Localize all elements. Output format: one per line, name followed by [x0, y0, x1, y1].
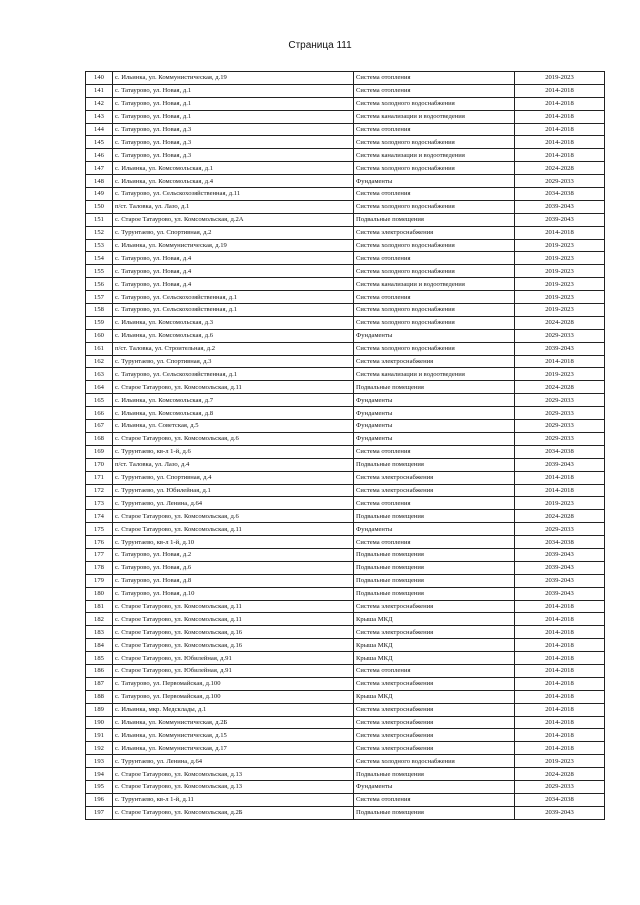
repair-period-cell: 2019-2023	[515, 239, 605, 252]
building-system-cell: Система холодного водоснабжения	[354, 265, 515, 278]
repair-period-cell: 2014-2018	[515, 690, 605, 703]
address-cell: с. Старое Татаурово, ул. Комсомольская, д.16	[113, 626, 354, 639]
address-cell: п/ст. Таловка, ул. Строительная, д.2	[113, 342, 354, 355]
building-system-cell: Подвальные помещения	[354, 381, 515, 394]
address-cell: с. Старое Татаурово, ул. Комсомольская, д.13	[113, 780, 354, 793]
repair-period-cell: 2014-2018	[515, 742, 605, 755]
table-row	[86, 394, 605, 407]
repair-period-cell: 2029-2033	[515, 523, 605, 536]
building-system-cell: Подвальные помещения	[354, 213, 515, 226]
address-cell: с. Турунтаево, ул. Спортивная, д.3	[113, 355, 354, 368]
repair-period-cell: 2014-2018	[515, 664, 605, 677]
address-cell: с. Ильинка, ул. Советская, д.5	[113, 420, 354, 433]
building-system-cell: Система канализации и водоотведения	[354, 110, 515, 123]
address-cell: с. Ильинка, ул. Коммунистическая, д.19	[113, 239, 354, 252]
row-number-cell: 176	[86, 536, 113, 549]
building-system-cell: Крыша МКД	[354, 690, 515, 703]
repair-period-cell: 2034-2038	[515, 445, 605, 458]
row-number-cell: 182	[86, 613, 113, 626]
row-number-cell: 162	[86, 355, 113, 368]
table-row	[86, 639, 605, 652]
row-number-cell: 194	[86, 768, 113, 781]
table-row	[86, 626, 605, 639]
row-number-cell: 173	[86, 497, 113, 510]
table-row	[86, 793, 605, 806]
table-row	[86, 304, 605, 317]
table-row	[86, 471, 605, 484]
row-number-cell: 152	[86, 226, 113, 239]
building-system-cell: Система отопления	[354, 291, 515, 304]
building-system-cell: Система электроснабжения	[354, 226, 515, 239]
address-cell: с. Татаурово, ул. Новая, д.10	[113, 587, 354, 600]
address-cell: с. Татаурово, ул. Сельскохозяйственная, д.1	[113, 368, 354, 381]
address-cell: с. Старое Татаурово, ул. Комсомольская, д.2А	[113, 213, 354, 226]
repair-period-cell: 2014-2018	[515, 110, 605, 123]
row-number-cell: 141	[86, 84, 113, 97]
building-system-cell: Система холодного водоснабжения	[354, 342, 515, 355]
address-cell: с. Ильинка, ул. Комсомольская, д.1	[113, 162, 354, 175]
repair-period-cell: 2034-2038	[515, 793, 605, 806]
repair-period-cell: 2039-2043	[515, 587, 605, 600]
building-system-cell: Фундаменты	[354, 523, 515, 536]
table-row	[86, 742, 605, 755]
repair-period-cell: 2019-2023	[515, 291, 605, 304]
table-row	[86, 97, 605, 110]
table-row	[86, 188, 605, 201]
address-cell: с. Старое Татаурово, ул. Комсомольская, д.11	[113, 381, 354, 394]
address-cell: с. Татаурово, ул. Новая, д.8	[113, 574, 354, 587]
row-number-cell: 179	[86, 574, 113, 587]
table-row	[86, 200, 605, 213]
row-number-cell: 189	[86, 703, 113, 716]
table-row	[86, 664, 605, 677]
row-number-cell: 171	[86, 471, 113, 484]
repair-period-cell: 2019-2023	[515, 368, 605, 381]
row-number-cell: 172	[86, 484, 113, 497]
row-number-cell: 191	[86, 729, 113, 742]
address-cell: с. Старое Татаурово, ул. Комсомольская, д.11	[113, 600, 354, 613]
address-cell: с. Ильинка, ул. Коммунистическая, д.17	[113, 742, 354, 755]
row-number-cell: 186	[86, 664, 113, 677]
address-cell: с. Татаурово, ул. Новая, д.6	[113, 561, 354, 574]
building-system-cell: Система отопления	[354, 497, 515, 510]
building-system-cell: Система холодного водоснабжения	[354, 755, 515, 768]
repair-period-cell: 2014-2018	[515, 136, 605, 149]
address-cell: с. Старое Татаурово, ул. Юбилейная, д.91	[113, 664, 354, 677]
table-row	[86, 780, 605, 793]
building-system-cell: Подвальные помещения	[354, 574, 515, 587]
building-system-cell: Система электроснабжения	[354, 716, 515, 729]
address-cell: п/ст. Таловка, ул. Лазо, д.1	[113, 200, 354, 213]
building-system-cell: Фундаменты	[354, 780, 515, 793]
table-row	[86, 368, 605, 381]
table-row	[86, 755, 605, 768]
row-number-cell: 161	[86, 342, 113, 355]
repair-period-cell: 2029-2033	[515, 394, 605, 407]
building-system-cell: Система отопления	[354, 123, 515, 136]
building-system-cell: Подвальные помещения	[354, 458, 515, 471]
table-row	[86, 510, 605, 523]
repair-schedule-table	[85, 71, 605, 820]
repair-period-cell: 2039-2043	[515, 574, 605, 587]
row-number-cell: 170	[86, 458, 113, 471]
building-system-cell: Фундаменты	[354, 407, 515, 420]
address-cell: с. Турунтаево, ул. Ленина, д.64	[113, 755, 354, 768]
row-number-cell: 174	[86, 510, 113, 523]
building-system-cell: Фундаменты	[354, 432, 515, 445]
row-number-cell: 155	[86, 265, 113, 278]
repair-period-cell: 2019-2023	[515, 304, 605, 317]
address-cell: с. Татаурово, ул. Сельскохозяйственная, д.11	[113, 188, 354, 201]
row-number-cell: 156	[86, 278, 113, 291]
table-row	[86, 561, 605, 574]
address-cell: с. Старое Татаурово, ул. Комсомольская, д.2Б	[113, 806, 354, 819]
repair-period-cell: 2014-2018	[515, 123, 605, 136]
building-system-cell: Фундаменты	[354, 329, 515, 342]
building-system-cell: Система холодного водоснабжения	[354, 162, 515, 175]
repair-period-cell: 2034-2038	[515, 536, 605, 549]
table-row	[86, 149, 605, 162]
repair-period-cell: 2039-2043	[515, 561, 605, 574]
building-system-cell: Система электроснабжения	[354, 484, 515, 497]
repair-period-cell: 2029-2033	[515, 407, 605, 420]
building-system-cell: Система канализации и водоотведения	[354, 368, 515, 381]
address-cell: с. Ильинка, ул. Комсомольская, д.8	[113, 407, 354, 420]
repair-period-cell: 2014-2018	[515, 600, 605, 613]
address-cell: с. Татаурово, ул. Новая, д.4	[113, 278, 354, 291]
building-system-cell: Фундаменты	[354, 420, 515, 433]
building-system-cell: Подвальные помещения	[354, 587, 515, 600]
address-cell: с. Ильинка, мкр. Медсклады, д.1	[113, 703, 354, 716]
building-system-cell: Система отопления	[354, 72, 515, 85]
building-system-cell: Крыша МКД	[354, 639, 515, 652]
repair-period-cell: 2014-2018	[515, 97, 605, 110]
repair-period-cell: 2014-2018	[515, 226, 605, 239]
table-row	[86, 329, 605, 342]
repair-period-cell: 2014-2018	[515, 471, 605, 484]
row-number-cell: 175	[86, 523, 113, 536]
building-system-cell: Крыша МКД	[354, 613, 515, 626]
building-system-cell: Система электроснабжения	[354, 703, 515, 716]
row-number-cell: 151	[86, 213, 113, 226]
building-system-cell: Система холодного водоснабжения	[354, 304, 515, 317]
row-number-cell: 190	[86, 716, 113, 729]
table-row	[86, 703, 605, 716]
repair-period-cell: 2014-2018	[515, 355, 605, 368]
repair-period-cell: 2019-2023	[515, 252, 605, 265]
row-number-cell: 160	[86, 329, 113, 342]
repair-period-cell: 2029-2033	[515, 420, 605, 433]
building-system-cell: Система холодного водоснабжения	[354, 239, 515, 252]
building-system-cell: Система электроснабжения	[354, 742, 515, 755]
row-number-cell: 153	[86, 239, 113, 252]
building-system-cell: Система отопления	[354, 664, 515, 677]
table-row	[86, 432, 605, 445]
building-system-cell: Система канализации и водоотведения	[354, 149, 515, 162]
row-number-cell: 145	[86, 136, 113, 149]
repair-period-cell: 2014-2018	[515, 652, 605, 665]
table-row	[86, 252, 605, 265]
repair-period-cell: 2024-2028	[515, 162, 605, 175]
row-number-cell: 183	[86, 626, 113, 639]
repair-period-cell: 2014-2018	[515, 639, 605, 652]
repair-period-cell: 2024-2028	[515, 316, 605, 329]
address-cell: с. Ильинка, ул. Коммунистическая, д.19	[113, 72, 354, 85]
building-system-cell: Система холодного водоснабжения	[354, 316, 515, 329]
row-number-cell: 167	[86, 420, 113, 433]
repair-period-cell: 2039-2043	[515, 213, 605, 226]
address-cell: с. Татаурово, ул. Новая, д.2	[113, 548, 354, 561]
repair-period-cell: 2019-2023	[515, 265, 605, 278]
repair-period-cell: 2039-2043	[515, 200, 605, 213]
repair-period-cell: 2014-2018	[515, 703, 605, 716]
table-row	[86, 316, 605, 329]
building-system-cell: Система холодного водоснабжения	[354, 136, 515, 149]
table-row	[86, 548, 605, 561]
table-row	[86, 690, 605, 703]
building-system-cell: Фундаменты	[354, 175, 515, 188]
table-row	[86, 574, 605, 587]
table-row	[86, 226, 605, 239]
table-row	[86, 613, 605, 626]
building-system-cell: Крыша МКД	[354, 652, 515, 665]
repair-period-cell: 2034-2038	[515, 188, 605, 201]
table-row	[86, 536, 605, 549]
building-system-cell: Подвальные помещения	[354, 510, 515, 523]
table-row	[86, 265, 605, 278]
address-cell: с. Татаурово, ул. Сельскохозяйственная, д.1	[113, 291, 354, 304]
table-row	[86, 110, 605, 123]
repair-period-cell: 2014-2018	[515, 626, 605, 639]
address-cell: с. Турунтаево, ул. Спортивная, д.2	[113, 226, 354, 239]
table-row	[86, 587, 605, 600]
table-row	[86, 162, 605, 175]
address-cell: п/ст. Таловка, ул. Лазо, д.4	[113, 458, 354, 471]
table-row	[86, 239, 605, 252]
repair-period-cell: 2014-2018	[515, 149, 605, 162]
table-row	[86, 677, 605, 690]
table-row	[86, 278, 605, 291]
address-cell: с. Старое Татаурово, ул. Юбилейная, д.91	[113, 652, 354, 665]
building-system-cell: Система отопления	[354, 188, 515, 201]
repair-period-cell: 2019-2023	[515, 278, 605, 291]
building-system-cell: Система электроснабжения	[354, 626, 515, 639]
address-cell: с. Турунтаево, кв-л 1-й, д.10	[113, 536, 354, 549]
address-cell: с. Татаурово, ул. Новая, д.4	[113, 265, 354, 278]
building-system-cell: Система отопления	[354, 84, 515, 97]
table-row	[86, 123, 605, 136]
row-number-cell: 195	[86, 780, 113, 793]
repair-period-cell: 2039-2043	[515, 342, 605, 355]
repair-period-cell: 2014-2018	[515, 613, 605, 626]
address-cell: с. Татаурово, ул. Первомайская, д.100	[113, 677, 354, 690]
row-number-cell: 147	[86, 162, 113, 175]
table-body	[86, 72, 605, 820]
address-cell: с. Татаурово, ул. Новая, д.3	[113, 123, 354, 136]
row-number-cell: 184	[86, 639, 113, 652]
address-cell: с. Ильинка, ул. Комсомольская, д.3	[113, 316, 354, 329]
address-cell: с. Ильинка, ул. Коммунистическая, д.15	[113, 729, 354, 742]
building-system-cell: Подвальные помещения	[354, 768, 515, 781]
address-cell: с. Татаурово, ул. Первомайская, д.100	[113, 690, 354, 703]
row-number-cell: 159	[86, 316, 113, 329]
building-system-cell: Подвальные помещения	[354, 561, 515, 574]
repair-period-cell: 2014-2018	[515, 484, 605, 497]
address-cell: с. Татаурово, ул. Новая, д.1	[113, 110, 354, 123]
table-row	[86, 497, 605, 510]
building-system-cell: Система канализации и водоотведения	[354, 278, 515, 291]
table-row	[86, 136, 605, 149]
row-number-cell: 165	[86, 394, 113, 407]
address-cell: с. Старое Татаурово, ул. Комсомольская, д.6	[113, 432, 354, 445]
row-number-cell: 188	[86, 690, 113, 703]
repair-period-cell: 2019-2023	[515, 497, 605, 510]
building-system-cell: Система отопления	[354, 445, 515, 458]
row-number-cell: 142	[86, 97, 113, 110]
building-system-cell: Система отопления	[354, 252, 515, 265]
row-number-cell: 143	[86, 110, 113, 123]
table-row	[86, 72, 605, 85]
building-system-cell: Система электроснабжения	[354, 355, 515, 368]
row-number-cell: 166	[86, 407, 113, 420]
address-cell: с. Турунтаево, кв-л 1-й, д.11	[113, 793, 354, 806]
building-system-cell: Система электроснабжения	[354, 677, 515, 690]
address-cell: с. Татаурово, ул. Новая, д.4	[113, 252, 354, 265]
repair-period-cell: 2014-2018	[515, 729, 605, 742]
address-cell: с. Старое Татаурово, ул. Комсомольская, д.6	[113, 510, 354, 523]
address-cell: с. Татаурово, ул. Новая, д.1	[113, 97, 354, 110]
row-number-cell: 140	[86, 72, 113, 85]
address-cell: с. Старое Татаурово, ул. Комсомольская, д.11	[113, 523, 354, 536]
address-cell: с. Татаурово, ул. Новая, д.3	[113, 149, 354, 162]
repair-period-cell: 2024-2028	[515, 381, 605, 394]
table-row	[86, 652, 605, 665]
page-header: Страница 111	[288, 40, 352, 51]
repair-period-cell: 2019-2023	[515, 755, 605, 768]
row-number-cell: 150	[86, 200, 113, 213]
row-number-cell: 149	[86, 188, 113, 201]
table-row	[86, 729, 605, 742]
address-cell: с. Турунтаево, ул. Юбилейная, д.1	[113, 484, 354, 497]
address-cell: с. Старое Татаурово, ул. Комсомольская, д.13	[113, 768, 354, 781]
building-system-cell: Система холодного водоснабжения	[354, 97, 515, 110]
table-row	[86, 342, 605, 355]
row-number-cell: 148	[86, 175, 113, 188]
table-row	[86, 458, 605, 471]
building-system-cell: Система отопления	[354, 536, 515, 549]
building-system-cell: Система электроснабжения	[354, 729, 515, 742]
address-cell: с. Турунтаево, ул. Ленина, д.64	[113, 497, 354, 510]
building-system-cell: Подвальные помещения	[354, 806, 515, 819]
table-row	[86, 600, 605, 613]
address-cell: с. Ильинка, ул. Коммунистическая, д.2Б	[113, 716, 354, 729]
table-row	[86, 355, 605, 368]
address-cell: с. Татаурово, ул. Сельскохозяйственная, д.1	[113, 304, 354, 317]
building-system-cell: Подвальные помещения	[354, 548, 515, 561]
row-number-cell: 177	[86, 548, 113, 561]
address-cell: с. Татаурово, ул. Новая, д.3	[113, 136, 354, 149]
repair-period-cell: 2039-2043	[515, 458, 605, 471]
row-number-cell: 164	[86, 381, 113, 394]
row-number-cell: 146	[86, 149, 113, 162]
repair-period-cell: 2024-2028	[515, 510, 605, 523]
row-number-cell: 196	[86, 793, 113, 806]
row-number-cell: 163	[86, 368, 113, 381]
table-row	[86, 768, 605, 781]
repair-period-cell: 2014-2018	[515, 716, 605, 729]
address-cell: с. Турунтаево, кв-л 1-й, д.6	[113, 445, 354, 458]
row-number-cell: 181	[86, 600, 113, 613]
table-row	[86, 213, 605, 226]
repair-period-cell: 2029-2033	[515, 329, 605, 342]
repair-period-cell: 2019-2023	[515, 72, 605, 85]
address-cell: с. Ильинка, ул. Комсомольская, д.7	[113, 394, 354, 407]
row-number-cell: 193	[86, 755, 113, 768]
building-system-cell: Система отопления	[354, 793, 515, 806]
address-cell: с. Ильинка, ул. Комсомольская, д.4	[113, 175, 354, 188]
address-cell: с. Татаурово, ул. Новая, д.1	[113, 84, 354, 97]
repair-period-cell: 2024-2028	[515, 768, 605, 781]
table-row	[86, 806, 605, 819]
row-number-cell: 192	[86, 742, 113, 755]
row-number-cell: 169	[86, 445, 113, 458]
address-cell: с. Старое Татаурово, ул. Комсомольская, д.11	[113, 613, 354, 626]
building-system-cell: Система электроснабжения	[354, 471, 515, 484]
row-number-cell: 144	[86, 123, 113, 136]
table-row	[86, 407, 605, 420]
row-number-cell: 157	[86, 291, 113, 304]
table-row	[86, 291, 605, 304]
table-row	[86, 716, 605, 729]
row-number-cell: 154	[86, 252, 113, 265]
table-row	[86, 445, 605, 458]
row-number-cell: 180	[86, 587, 113, 600]
table-row	[86, 523, 605, 536]
address-cell: с. Ильинка, ул. Комсомольская, д.6	[113, 329, 354, 342]
row-number-cell: 178	[86, 561, 113, 574]
repair-period-cell: 2039-2043	[515, 806, 605, 819]
building-system-cell: Система холодного водоснабжения	[354, 200, 515, 213]
row-number-cell: 158	[86, 304, 113, 317]
repair-period-cell: 2029-2033	[515, 780, 605, 793]
address-cell: с. Старое Татаурово, ул. Комсомольская, д.16	[113, 639, 354, 652]
building-system-cell: Фундаменты	[354, 394, 515, 407]
row-number-cell: 197	[86, 806, 113, 819]
table-row	[86, 420, 605, 433]
repair-period-cell: 2029-2033	[515, 175, 605, 188]
address-cell: с. Турунтаево, ул. Спортивная, д.4	[113, 471, 354, 484]
building-system-cell: Система электроснабжения	[354, 600, 515, 613]
table-row	[86, 84, 605, 97]
row-number-cell: 185	[86, 652, 113, 665]
table-row	[86, 381, 605, 394]
repair-period-cell: 2014-2018	[515, 84, 605, 97]
table-row	[86, 484, 605, 497]
repair-period-cell: 2029-2033	[515, 432, 605, 445]
row-number-cell: 168	[86, 432, 113, 445]
table-row	[86, 175, 605, 188]
repair-period-cell: 2014-2018	[515, 677, 605, 690]
row-number-cell: 187	[86, 677, 113, 690]
repair-period-cell: 2039-2043	[515, 548, 605, 561]
